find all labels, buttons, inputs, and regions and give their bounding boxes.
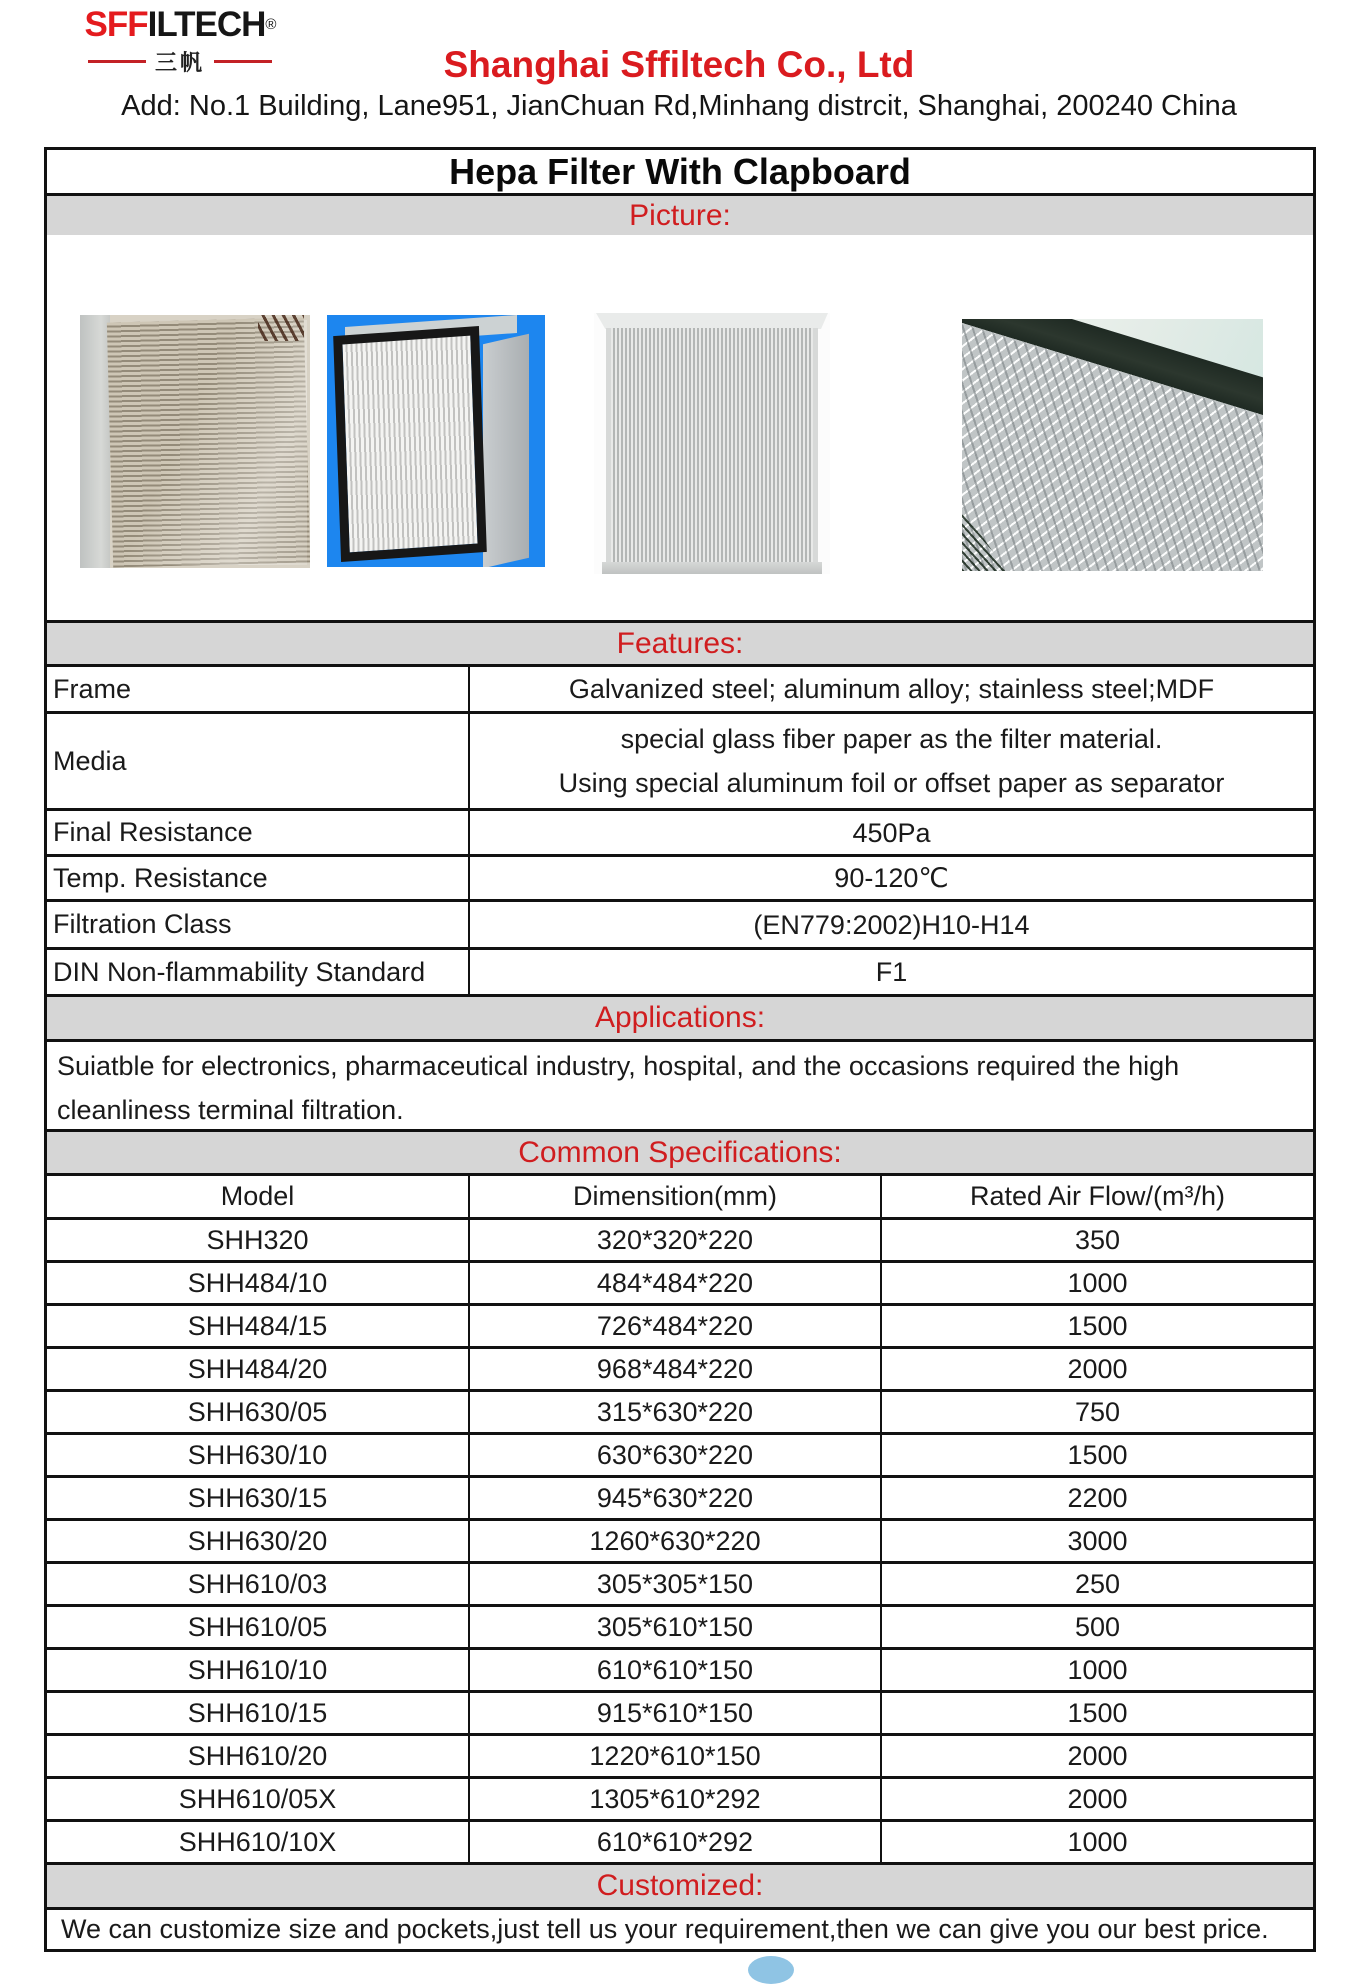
company-name: Shanghai Sffiltech Co., Ltd [443,44,915,85]
feature-row [47,808,1313,854]
photo1-light-sheen [110,320,307,565]
spec-model: SHH630/10 [187,1439,328,1470]
photo3-top-face [596,313,828,329]
spec-data-row [47,1303,1313,1346]
spec-model: SHH630/05 [187,1396,328,1427]
spec-airflow: 3000 [880,1521,1313,1561]
spec-airflow: 500 [880,1607,1313,1647]
spec-model: SHH610/03 [187,1568,328,1599]
spec-data-row [47,1733,1313,1776]
spec-dimension: 1305*610*292 [468,1779,880,1819]
feature-value [468,950,1313,994]
feature-name: Frame [53,673,132,704]
spec-dimension: 726*484*220 [468,1306,880,1346]
spec-data-row [47,1260,1313,1303]
spec-data-row [47,1647,1313,1690]
company-address: Add: No.1 Building, Lane951, JianChuan Rd,Minhang distrcit, Shanghai, 200240 China [121,90,1237,122]
spec-dimension: 315*630*220 [468,1392,880,1432]
feature-value [468,811,1313,854]
logo-chinese-text: 三帆 [154,50,205,75]
features-table [47,664,1313,994]
spec-model: SHH630/15 [187,1482,328,1513]
spec-dimension: 320*320*220 [468,1220,880,1260]
feature-row [47,711,1313,808]
spec-dimension: 945*630*220 [468,1478,880,1518]
spec-model: SHH610/20 [187,1740,328,1771]
photo2-front-face [333,326,487,562]
spec-airflow: 1000 [880,1263,1313,1303]
spec-data-row [47,1389,1313,1432]
feature-value [468,857,1313,899]
feature-name: DIN Non-flammability Standard [53,956,426,987]
photo2-side-face [483,334,529,567]
spec-data-row [47,1475,1313,1518]
feature-name: Final Resistance [53,817,253,847]
feature-value-line: Using special aluminum foil or offset paper as separator [558,768,1225,798]
feature-value-line: 90-120℃ [834,863,949,893]
spec-airflow: 2000 [880,1779,1313,1819]
spec-data-row [47,1217,1313,1260]
registered-trademark-icon: ® [265,16,276,33]
photo3-bottom-frame [602,562,822,574]
spec-airflow: 350 [880,1220,1313,1260]
product-photo-pleated-front [594,313,830,574]
feature-name: Temp. Resistance [53,862,268,893]
spec-dimension: 1220*610*150 [468,1736,880,1776]
feature-value [468,714,1313,808]
spec-airflow: 1000 [880,1650,1313,1690]
photo3-pleated-media [606,328,818,562]
spec-dimension: 630*630*220 [468,1435,880,1475]
feature-value-line: 450Pa [852,817,931,848]
spec-airflow: 1500 [880,1693,1313,1733]
spec-data-row [47,1690,1313,1733]
feature-value-line: Galvanized steel; aluminum alloy; stainless steel;MDF [568,674,1215,704]
spec-header-row [47,1173,1313,1217]
feature-name: Media [53,745,127,776]
customized-text: We can customize size and pockets,just tell us your requirement,then we can give you our best price. [47,1907,1313,1949]
spec-dimension: 484*484*220 [468,1263,880,1303]
product-datasheet [44,147,1316,1952]
spec-model: SHH484/10 [187,1267,328,1298]
spec-airflow: 750 [880,1392,1313,1432]
product-photo-mesh-face [80,315,310,568]
feature-row [47,899,1313,947]
spec-model: SHH484/20 [187,1353,328,1384]
feature-value-line: special glass fiber paper as the filter material. [620,724,1163,754]
feature-value-line: (EN779:2002)H10-H14 [753,909,1030,940]
spec-model: SHH610/10X [178,1826,337,1857]
spec-airflow: 1000 [880,1822,1313,1862]
spec-dimension: 305*305*150 [468,1564,880,1604]
spec-dimension: 1260*630*220 [468,1521,880,1561]
spec-model: SHH610/05X [178,1783,337,1814]
spec-model: SHH610/10 [187,1654,328,1685]
spec-dimension: 968*484*220 [468,1349,880,1389]
picture-gallery [47,235,1313,620]
logo-text-black: ILTECH [147,5,266,44]
feature-row [47,947,1313,994]
photo1-wires [258,315,304,341]
feature-value [468,667,1313,711]
feature-row [47,854,1313,899]
feature-row [47,664,1313,711]
product-photo-separator-closeup [962,319,1263,571]
spec-airflow: 1500 [880,1306,1313,1346]
spec-airflow: 2000 [880,1736,1313,1776]
page-title: Hepa Filter With Clapboard [449,150,911,192]
feature-value [468,902,1313,947]
spec-dimension: 610*610*150 [468,1650,880,1690]
spec-data-row [47,1518,1313,1561]
spec-data-row [47,1819,1313,1862]
applications-text: Suiatble for electronics, pharmaceutical industry, hospital, and the occasions required the high cleanliness terminal filtration. [47,1039,1313,1129]
spec-airflow: 1500 [880,1435,1313,1475]
spec-data-row [47,1346,1313,1389]
spec-model: SHH630/20 [187,1525,328,1556]
logo-wordmark [55,6,305,44]
spec-data-row [47,1561,1313,1604]
logo-text-red: SFF [84,5,148,44]
photo1-frame-edge [80,315,110,568]
spec-dimension: 915*610*150 [468,1693,880,1733]
spec-model: SHH320 [206,1224,309,1255]
spec-data-row [47,1432,1313,1475]
product-photo-blue-background [327,315,545,567]
applications-section-header: Applications: [47,994,1313,1039]
customized-section-header: Customized: [47,1862,1313,1907]
feature-value-line: F1 [875,957,908,987]
picture-section-header: Picture: [47,193,1313,235]
spec-airflow: 250 [880,1564,1313,1604]
spec-airflow: 2000 [880,1349,1313,1389]
spec-data-row [47,1776,1313,1819]
spec-column-header: Dimensition(mm) [468,1176,880,1217]
spec-column-header: Model [220,1181,295,1211]
bottom-blue-dot [748,1956,794,1984]
spec-model: SHH610/15 [187,1697,328,1728]
photo4-rotated-filter [962,319,1263,571]
spec-dimension: 305*610*150 [468,1607,880,1647]
specifications-table [47,1173,1313,1862]
specifications-section-header: Common Specifications: [47,1129,1313,1173]
spec-dimension: 610*610*292 [468,1822,880,1862]
feature-name: Filtration Class [53,909,232,939]
spec-data-row [47,1604,1313,1647]
spec-airflow: 2200 [880,1478,1313,1518]
features-section-header: Features: [47,620,1313,664]
spec-model: SHH610/05 [187,1611,328,1642]
spec-model: SHH484/15 [187,1310,328,1341]
spec-column-header: Rated Air Flow/(m³/h) [880,1176,1313,1217]
